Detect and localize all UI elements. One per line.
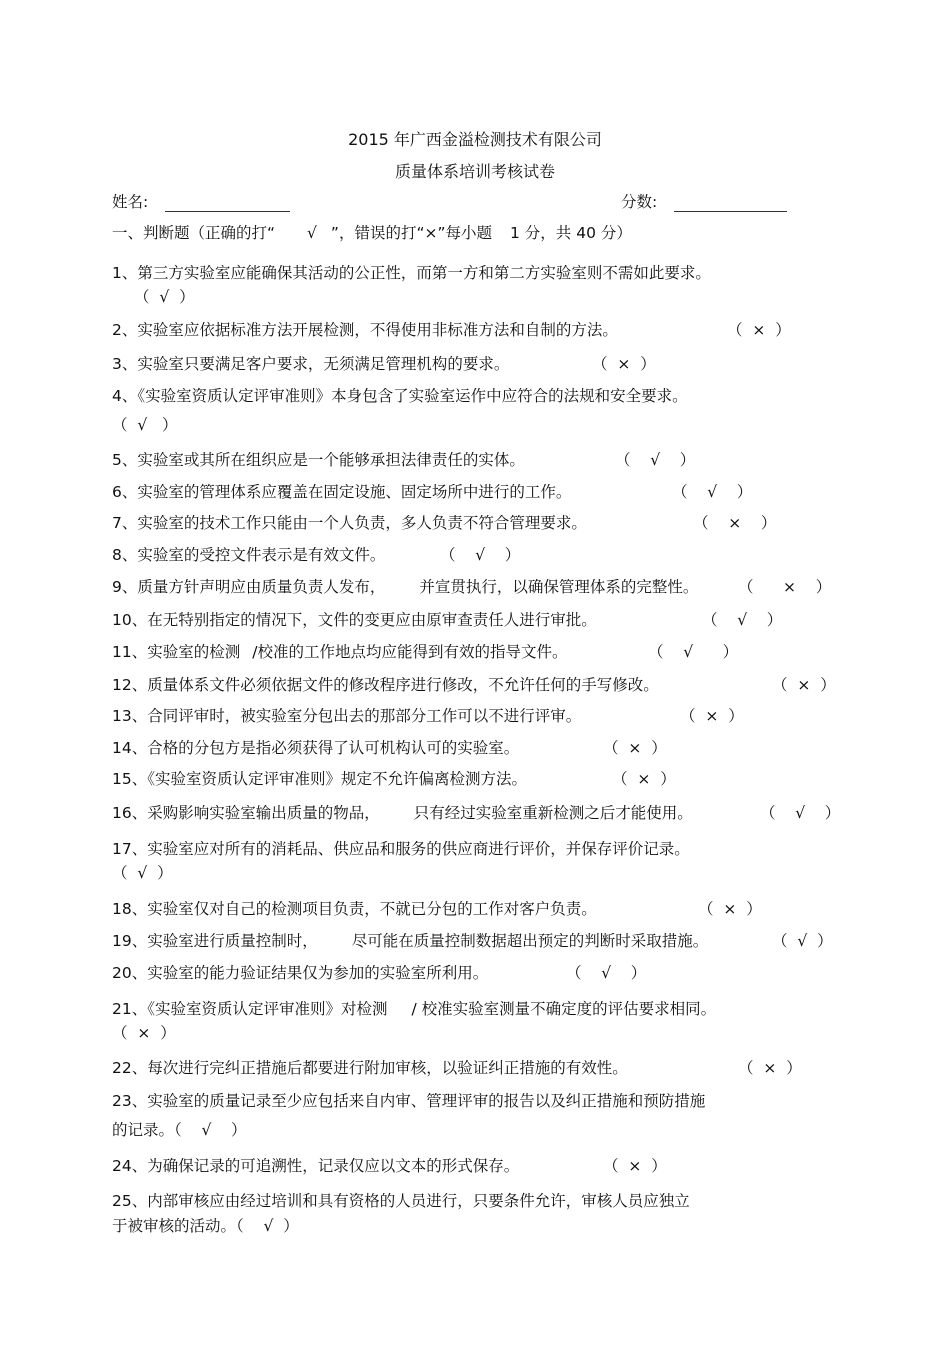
score-label: 分数:	[621, 193, 658, 211]
answer-7: （ × ）	[693, 514, 777, 532]
question-11	[112, 640, 567, 662]
answer-1: （ √ ）	[134, 288, 195, 306]
score-blank-line	[674, 211, 787, 212]
section-heading-part-a: 一、判断题（正确的打“	[112, 224, 276, 242]
question-18: 18、实验室仅对自己的检测项目负责，不就已分包的工作对客户负责。	[112, 900, 597, 918]
question-19-part-a: 19、实验室进行质量控制时，	[112, 932, 318, 950]
name-label: 姓名:	[112, 193, 149, 211]
document-subtitle: 质量体系培训考核试卷	[394, 162, 555, 181]
question-25-part-b: 于被审核的活动。	[112, 1217, 237, 1235]
answer-16: （ √ ）	[760, 804, 841, 822]
question-9-part-b: 并宣贯执行，以确保管理体系的完整性。	[419, 578, 699, 596]
question-2: 2、实验室应依据标准方法开展检测，不得使用非标准方法和自制的方法。	[112, 321, 618, 339]
question-13: 13、合同评审时，被实验室分包出去的那部分工作可以不进行评审。	[112, 707, 582, 725]
section-heading-check: √	[307, 224, 317, 242]
question-23-part-b: 的记录。	[112, 1121, 175, 1139]
name-field	[112, 190, 290, 212]
question-19-part-b: 尽可能在质量控制数据超出预定的判断时采取措施。	[351, 932, 709, 950]
question-5: 5、实验室或其所在组织应是一个能够承担法律责任的实体。	[112, 451, 525, 469]
answer-18: （ × ）	[698, 900, 762, 918]
question-6: 6、实验室的管理体系应覆盖在固定设施、固定场所中进行的工作。	[112, 483, 572, 501]
answer-21: （ × ）	[112, 1024, 176, 1042]
answer-6: （ √ ）	[672, 483, 753, 501]
question-11-part-a: 11、实验室的检测	[112, 643, 241, 661]
question-8: 8、实验室的受控文件表示是有效文件。	[112, 546, 386, 564]
answer-14: （ × ）	[603, 739, 667, 757]
question-14: 14、合格的分包方是指必须获得了认可机构认可的实验室。	[112, 739, 520, 757]
question-12: 12、质量体系文件必须依据文件的修改程序进行修改，不允许任何的手写修改。	[112, 676, 659, 694]
question-10: 10、在无特别指定的情况下，文件的变更应由原审查责任人进行审批。	[112, 611, 597, 629]
answer-5: （ √ ）	[615, 451, 696, 469]
answer-17: （ √ ）	[112, 864, 173, 882]
question-24: 24、为确保记录的可追溯性，记录仅应以文本的形式保存。	[112, 1157, 520, 1175]
question-11-part-b: /校准的工作地点均应能得到有效的指导文件。	[252, 643, 568, 661]
answer-10: （ √ ）	[702, 611, 783, 629]
answer-11: （ √ ）	[648, 643, 739, 661]
document-title: 2015 年广西金溢检测技术有限公司	[348, 130, 602, 149]
section-heading-part-c: 1 分，共 40 分）	[510, 224, 632, 242]
answer-25: （ √ ）	[236, 1217, 299, 1235]
question-9-part-a: 9、质量方针声明应由质量负责人发布，	[112, 578, 386, 596]
question-23: 23、实验室的质量记录至少应包括来自内审、管理评审的报告以及纠正措施和预防措施	[112, 1092, 706, 1110]
question-21-part-b: / 校准实验室测量不确定度的评估要求相同。	[411, 1000, 717, 1018]
answer-8: （ √ ）	[440, 546, 521, 564]
answer-19: （ √ ）	[772, 932, 833, 950]
question-16-part-b: 只有经过实验室重新检测之后才能使用。	[413, 804, 693, 822]
score-field	[621, 190, 787, 212]
answer-22: （ × ）	[738, 1059, 802, 1077]
question-9	[112, 575, 698, 597]
question-16	[112, 801, 693, 823]
question-25: 25、内部审核应由经过培训和具有资格的人员进行，只要条件允许，审核人员应独立	[112, 1192, 690, 1210]
section-heading-part-b: ”，错误的打“×”每小题	[330, 224, 492, 242]
answer-2: （ × ）	[727, 321, 791, 339]
answer-20: （ √ ）	[566, 964, 647, 982]
answer-4: （ √ ）	[112, 416, 178, 434]
answer-12: （ × ）	[772, 676, 836, 694]
question-4: 4、《实验室资质认定评审准则》本身包含了实验室运作中应符合的法规和安全要求。	[112, 387, 688, 405]
question-21	[112, 997, 716, 1019]
answer-9: （ × ）	[738, 578, 832, 596]
answer-3: （ × ）	[592, 355, 656, 373]
question-15: 15、《实验室资质认定评审准则》规定不允许偏离检测方法。	[112, 770, 527, 788]
answer-15: （ × ）	[612, 770, 676, 788]
question-19	[112, 929, 708, 951]
answer-23: （ √ ）	[174, 1121, 247, 1139]
question-23-continued	[112, 1118, 247, 1140]
answer-13: （ × ）	[680, 707, 744, 725]
question-7: 7、实验室的技术工作只能由一个人负责，多人负责不符合管理要求。	[112, 514, 587, 532]
question-1: 1、第三方实验室应能确保其活动的公正性，而第一方和第二方实验室则不需如此要求。	[112, 264, 711, 282]
question-22: 22、每次进行完纠正措施后都要进行附加审核，以验证纠正措施的有效性。	[112, 1059, 628, 1077]
question-20: 20、实验室的能力验证结果仅为参加的实验室所利用。	[112, 964, 489, 982]
question-25-continued	[112, 1214, 299, 1236]
name-blank-line	[165, 211, 290, 212]
question-3: 3、实验室只要满足客户要求，无须满足管理机构的要求。	[112, 355, 510, 373]
question-16-part-a: 16、采购影响实验室输出质量的物品，	[112, 804, 380, 822]
question-17: 17、实验室应对所有的消耗品、供应品和服务的供应商进行评价，并保存评价记录。	[112, 840, 690, 858]
question-21-part-a: 21、《实验室资质认定评审准则》对检测	[112, 1000, 388, 1018]
answer-24: （ × ）	[603, 1157, 667, 1175]
section-heading	[112, 221, 632, 243]
